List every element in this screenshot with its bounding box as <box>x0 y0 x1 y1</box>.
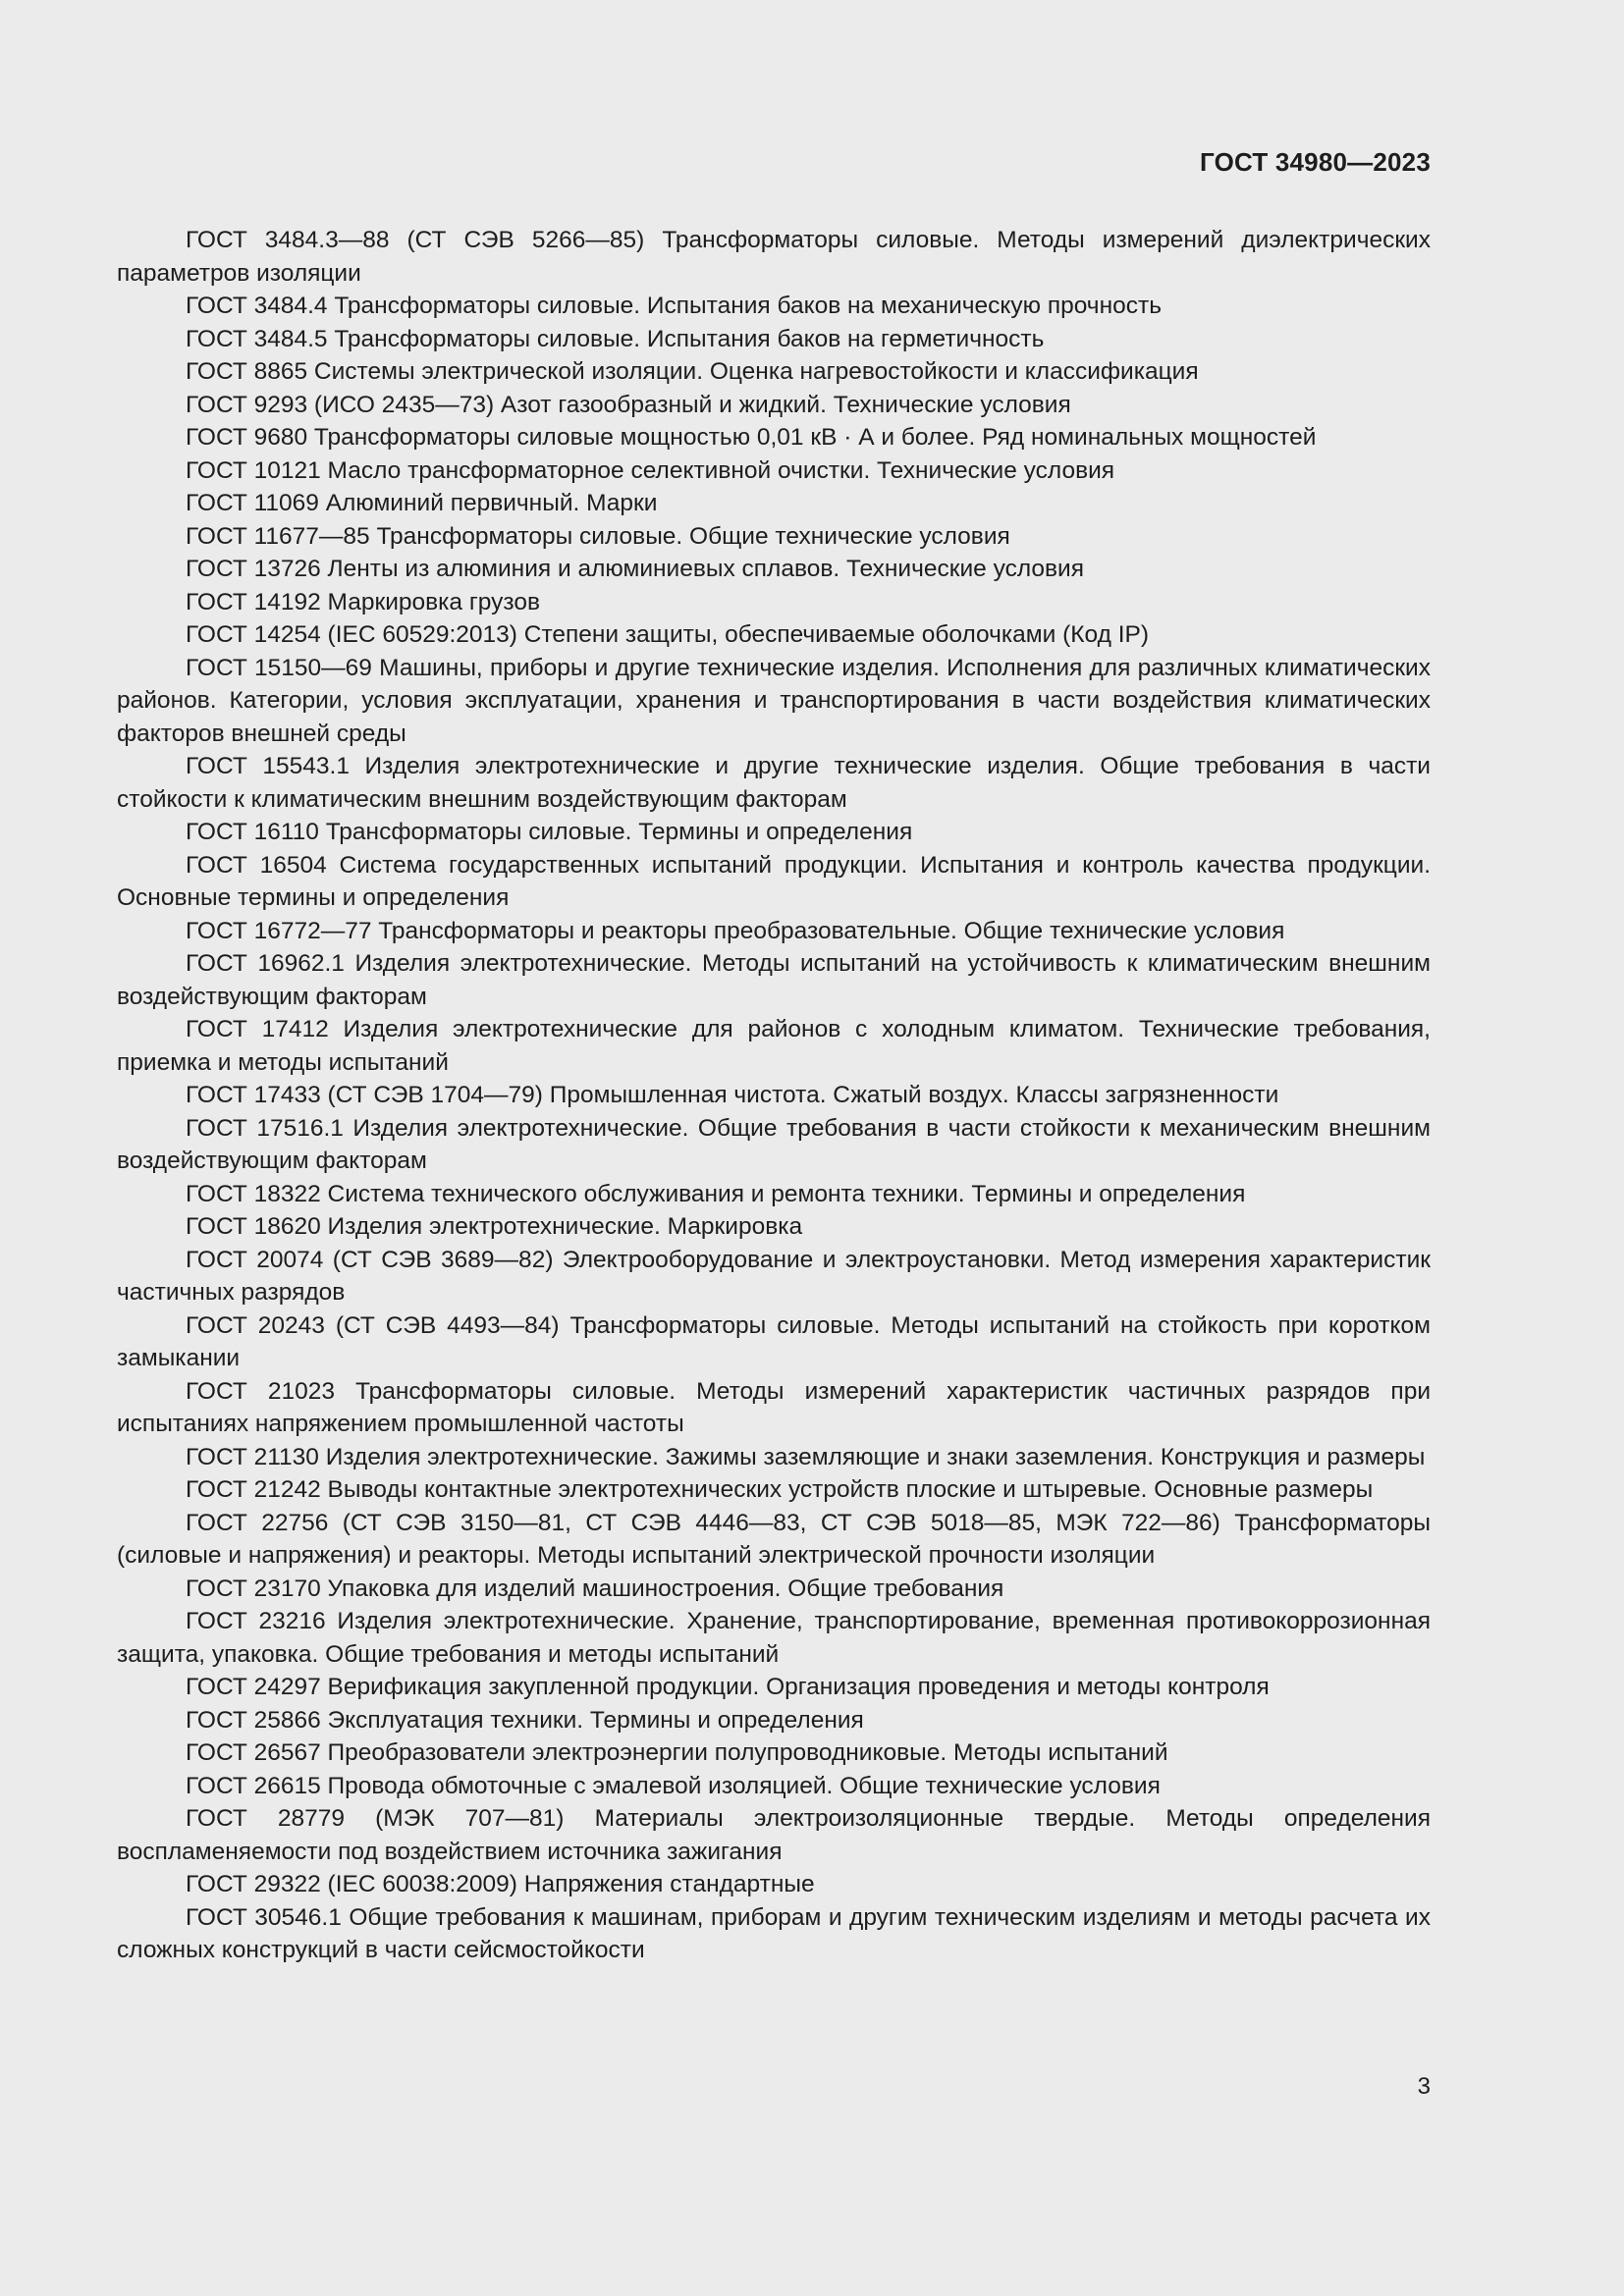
reference-item: ГОСТ 9680 Трансформаторы силовые мощностью 0,01 кВ · А и более. Ряд номинальных мощностей <box>186 424 1317 451</box>
reference-item: ГОСТ 17433 (СТ СЭВ 1704—79) Промышленная чистота. Сжатый воздух. Классы загрязненности <box>186 1082 1279 1108</box>
reference-item: ГОСТ 17516.1 Изделия электротехнические. Общие требования в части стойкости к механическим внешним воздействующим факторам <box>117 1114 1431 1174</box>
page-number: 3 <box>1417 2073 1431 2100</box>
reference-item: ГОСТ 15543.1 Изделия электротехнические и другие технические изделия. Общие требования в части стойкости к климатическим внешним воздействующим факторам <box>117 753 1431 813</box>
reference-item: ГОСТ 11069 Алюминий первичный. Марки <box>186 490 658 516</box>
reference-item: ГОСТ 15150—69 Машины, приборы и другие технические изделия. Исполнения для различных климатических районов. Категории, условия эксплуатации, хранения и транспортирования в части воздействия климатических факторов внешней среды <box>117 654 1431 747</box>
reference-item: ГОСТ 3484.5 Трансформаторы силовые. Испытания баков на герметичность <box>186 325 1045 352</box>
reference-item: ГОСТ 20074 (СТ СЭВ 3689—82) Электрооборудование и электроустановки. Метод измерения характеристик частичных разрядов <box>117 1246 1431 1306</box>
reference-item: ГОСТ 3484.3—88 (СТ СЭВ 5266—85) Трансформаторы силовые. Методы измерений диэлектрических параметров изоляции <box>117 227 1431 287</box>
reference-item: ГОСТ 14192 Маркировка грузов <box>186 588 540 615</box>
reference-item: ГОСТ 21130 Изделия электротехнические. Зажимы заземляющие и знаки заземления. Конструкция и размеры <box>186 1443 1426 1470</box>
reference-item: ГОСТ 30546.1 Общие требования к машинам, приборам и другим техническим изделиям и методы расчета их сложных конструкций в части сейсмостойкости <box>117 1903 1431 1963</box>
reference-item: ГОСТ 11677—85 Трансформаторы силовые. Общие технические условия <box>186 522 1010 550</box>
reference-item: ГОСТ 24297 Верификация закупленной продукции. Организация проведения и методы контроля <box>186 1674 1270 1700</box>
reference-item: ГОСТ 14254 (IEC 60529:2013) Степени защиты, обеспечиваемые оболочками (Код IP) <box>186 621 1150 648</box>
reference-item: ГОСТ 23216 Изделия электротехнические. Хранение, транспортирование, временная противокоррозионная защита, упаковка. Общие требования и методы испытаний <box>117 1608 1431 1668</box>
reference-item: ГОСТ 22756 (СТ СЭВ 3150—81, СТ СЭВ 4446—83, СТ СЭВ 5018—85, МЭК 722—86) Трансформаторы (силовые и напряжения) и реакторы. Методы испытаний электрической прочности изоляции <box>117 1509 1431 1569</box>
reference-item: ГОСТ 16962.1 Изделия электротехнические. Методы испытаний на устойчивость к климатическим внешним воздействующим факторам <box>117 950 1431 1010</box>
reference-item: ГОСТ 16504 Система государственных испытаний продукции. Испытания и контроль качества продукции. Основные термины и определения <box>117 851 1431 911</box>
reference-item: ГОСТ 9293 (ИСО 2435—73) Азот газообразный и жидкий. Технические условия <box>186 391 1071 418</box>
reference-item: ГОСТ 10121 Масло трансформаторное селективной очистки. Технические условия <box>186 456 1115 484</box>
reference-item: ГОСТ 8865 Системы электрической изоляции. Оценка нагревостойкости и классификация <box>186 358 1199 385</box>
reference-item: ГОСТ 26567 Преобразователи электроэнергии полупроводниковые. Методы испытаний <box>186 1739 1168 1766</box>
reference-item: ГОСТ 16772—77 Трансформаторы и реакторы преобразовательные. Общие технические условия <box>186 917 1285 944</box>
document-header-code: ГОСТ 34980—2023 <box>1200 147 1431 177</box>
reference-item: ГОСТ 13726 Ленты из алюминия и алюминиевых сплавов. Технические условия <box>186 556 1084 582</box>
reference-item: ГОСТ 26615 Провода обмоточные с эмалевой изоляцией. Общие технические условия <box>186 1772 1161 1799</box>
reference-item: ГОСТ 18620 Изделия электротехнические. Маркировка <box>186 1213 803 1240</box>
reference-item: ГОСТ 17412 Изделия электротехнические для районов с холодным климатом. Технические требования, приемка и методы испытаний <box>117 1016 1431 1076</box>
reference-item: ГОСТ 25866 Эксплуатация техники. Термины и определения <box>186 1706 864 1734</box>
reference-item: ГОСТ 21023 Трансформаторы силовые. Методы измерений характеристик частичных разрядов при испытаниях напряжением промышленной частоты <box>117 1377 1431 1437</box>
normative-references-list <box>117 224 1431 1967</box>
reference-item: ГОСТ 29322 (IEC 60038:2009) Напряжения стандартные <box>186 1871 815 1897</box>
reference-item: ГОСТ 28779 (МЭК 707—81) Материалы электроизоляционные твердые. Методы определения воспламеняемости под воздействием источника зажигания <box>117 1805 1431 1865</box>
reference-item: ГОСТ 3484.4 Трансформаторы силовые. Испытания баков на механическую прочность <box>186 293 1162 319</box>
reference-item: ГОСТ 23170 Упаковка для изделий машиностроения. Общие требования <box>186 1575 1004 1602</box>
reference-item: ГОСТ 21242 Выводы контактные электротехнических устройств плоские и штыревые. Основные размеры <box>186 1476 1374 1503</box>
reference-item: ГОСТ 18322 Система технического обслуживания и ремонта техники. Термины и определения <box>186 1180 1246 1207</box>
reference-item: ГОСТ 20243 (СТ СЭВ 4493—84) Трансформаторы силовые. Методы испытаний на стойкость при коротком замыкании <box>117 1311 1431 1371</box>
reference-item: ГОСТ 16110 Трансформаторы силовые. Термины и определения <box>186 819 913 845</box>
